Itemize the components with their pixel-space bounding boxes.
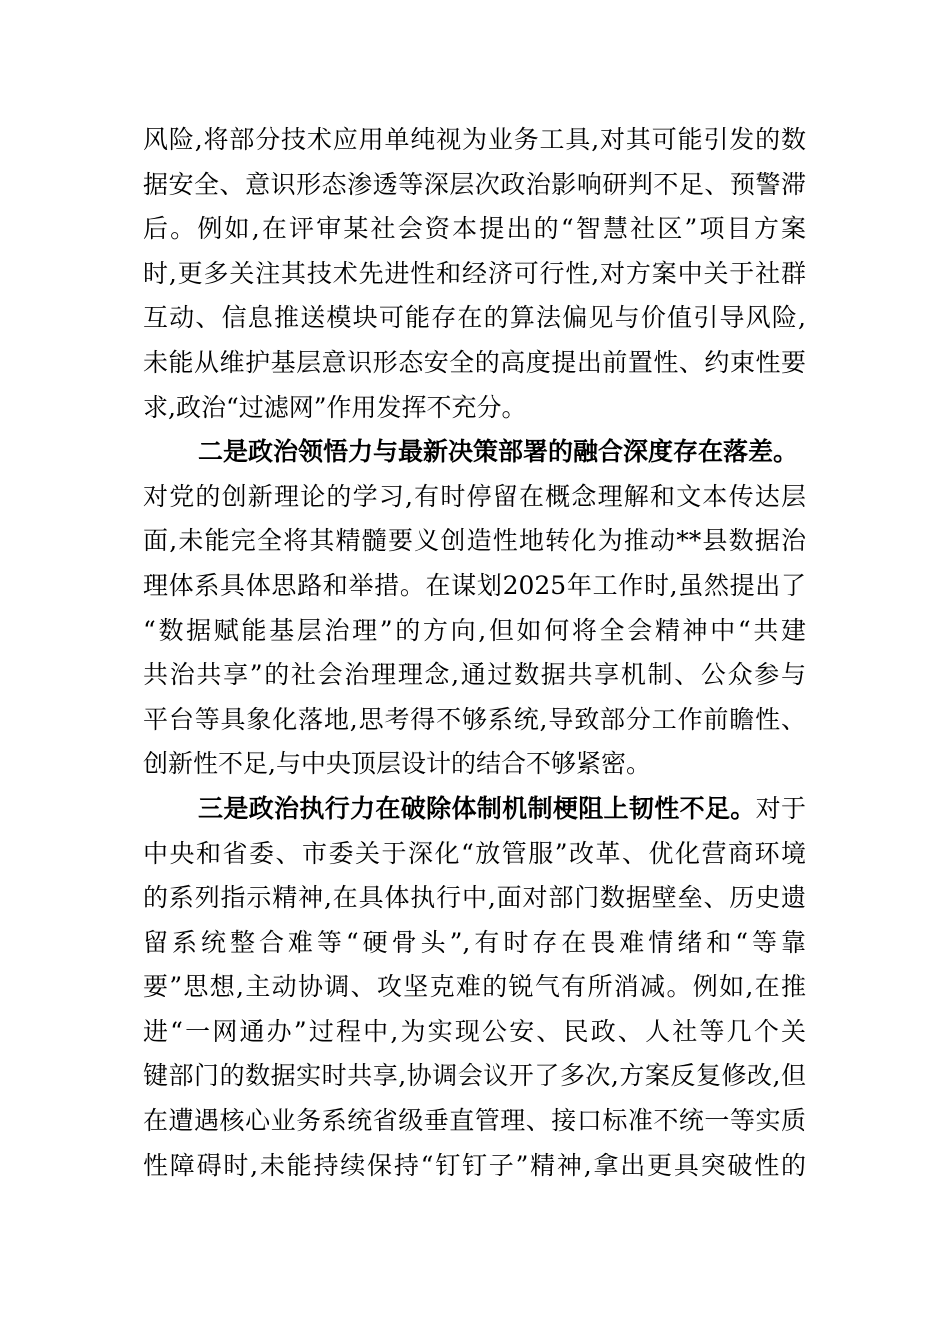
paragraph-3 — [143, 787, 806, 1188]
text-line: 要”思想,主动协调、攻坚克难的锐气有所消减。例如,在推 — [143, 972, 806, 1002]
text-line: 创新性不足,与中央顶层设计的结合不够紧密。 — [143, 749, 651, 779]
text-line: 时,更多关注其技术先进性和经济可行性,对方案中关于社群 — [143, 258, 806, 288]
text-line: 在遭遇核心业务系统省级垂直管理、接口标准不统一等实质 — [143, 1106, 806, 1136]
text-line: 据安全、意识形态渗透等深层次政治影响研判不足、预警滞 — [143, 169, 806, 199]
document-body — [143, 118, 806, 1188]
text-line: 留系统整合难等“硬骨头”,有时存在畏难情绪和“等靠 — [143, 927, 806, 957]
text-line: 的系列指示精神,在具体执行中,面对部门数据壁垒、历史遗 — [143, 883, 806, 913]
text-line: 键部门的数据实时共享,协调会议开了多次,方案反复修改,但 — [143, 1061, 806, 1091]
text-line: 共治共享”的社会治理理念,通过数据共享机制、公众参与 — [143, 660, 806, 690]
text-line: 风险,将部分技术应用单纯视为业务工具,对其可能引发的数 — [143, 125, 806, 154]
text-line: 求,政治“过滤网”作用发挥不充分。 — [143, 392, 527, 422]
text-line: 未能从维护基层意识形态安全的高度提出前置性、约束性要 — [143, 347, 806, 377]
paragraph-heading-line — [143, 787, 806, 832]
text-line: 互动、信息推送模块可能存在的算法偏见与价值引导风险, — [143, 303, 806, 333]
paragraph-2 — [143, 430, 806, 787]
text-line: 性障碍时,未能持续保持“钉钉子”精神,拿出更具突破性的 — [143, 1150, 806, 1180]
text-line: “数据赋能基层治理”的方向,但如何将全会精神中“共建 — [143, 615, 806, 645]
text-line: 面,未能完全将其精髓要义创造性地转化为推动**县数据治 — [143, 526, 806, 556]
text-line: 平台等具象化落地,思考得不够系统,导致部分工作前瞻性、 — [143, 704, 806, 734]
paragraph-1 — [143, 118, 806, 430]
text-line: 中央和省委、市委关于深化“放管服”改革、优化营商环境 — [143, 838, 806, 868]
paragraph-heading-tail: 对于 — [755, 793, 806, 823]
paragraph-heading: 三是政治执行力在破除体制机制梗阻上韧性不足。 — [198, 793, 756, 823]
text-line: 理体系具体思路和举措。在谋划2025年工作时,虽然提出了 — [143, 570, 806, 600]
text-line: 对党的创新理论的学习,有时停留在概念理解和文本传达层 — [143, 481, 806, 511]
text-line: 进“一网通办”过程中,为实现公安、民政、人社等几个关 — [143, 1016, 806, 1046]
text-line: 后。例如,在评审某社会资本提出的“智慧社区”项目方案 — [143, 214, 806, 244]
paragraph-heading: 二是政治领悟力与最新决策部署的融合深度存在落差。 — [198, 437, 799, 467]
